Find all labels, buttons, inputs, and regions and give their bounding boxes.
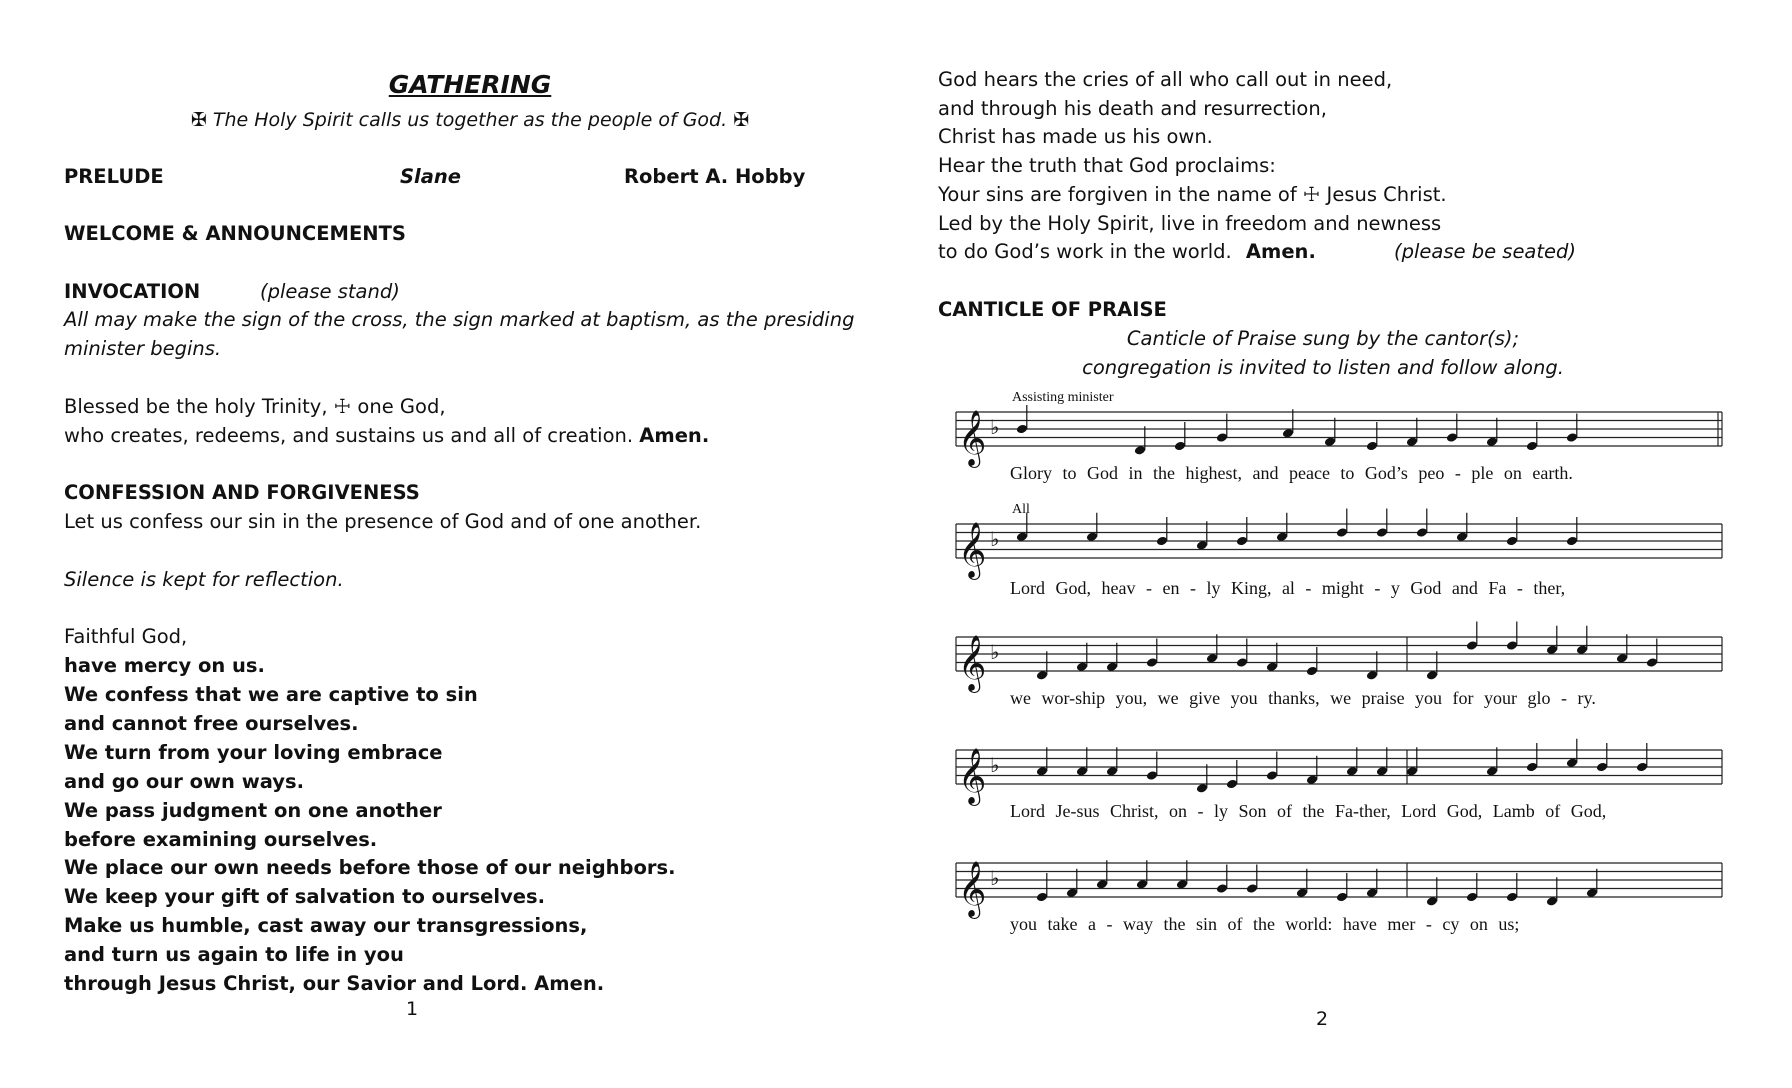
note-icon — [1576, 626, 1588, 655]
canticle-note-2: congregation is invited to listen and follow along. — [1082, 356, 1564, 379]
note-icon — [1134, 426, 1146, 455]
absolution-closing — [938, 240, 1316, 264]
flat-icon: ♭ — [990, 753, 1000, 777]
note-icon — [1426, 651, 1438, 680]
amen: Amen. — [639, 424, 710, 447]
note-icon — [1086, 513, 1098, 542]
note-icon — [1616, 634, 1628, 663]
note-icon — [1566, 739, 1578, 768]
gathering-subtitle: ✠ The Holy Spirit calls us together as the people of God. ✠ — [190, 109, 750, 131]
note-icon — [1376, 509, 1388, 538]
note-icon — [1566, 517, 1578, 546]
confession-call: Let us confess our sin in the presence of God and of one another. — [64, 510, 702, 533]
flat-icon: ♭ — [990, 640, 1000, 664]
note-icon — [1526, 743, 1538, 772]
invocation-line-2 — [64, 424, 709, 448]
prelude-piece: Slane — [400, 165, 461, 188]
note-icon — [1216, 414, 1228, 443]
response-line: and cannot free ourselves. — [64, 712, 359, 735]
flat-icon: ♭ — [990, 415, 1000, 439]
stand-rubric: (please stand) — [260, 280, 400, 303]
absolution-line: Your sins are forgiven in the name of ☩ Jesus Christ. — [938, 183, 1447, 206]
note-icon — [1176, 860, 1188, 889]
note-icon — [1406, 418, 1418, 447]
note-icon — [1146, 752, 1158, 781]
note-icon — [1036, 873, 1048, 902]
response-line: before examining ourselves. — [64, 828, 378, 851]
staff — [952, 841, 1722, 917]
note-icon — [1456, 513, 1468, 542]
note-icon — [1466, 873, 1478, 902]
note-icon — [1446, 414, 1458, 443]
note-icon — [1306, 647, 1318, 676]
silence-rubric: Silence is kept for reflection. — [64, 568, 344, 591]
note-icon — [1324, 418, 1336, 447]
note-icon — [1136, 860, 1148, 889]
response-line: We place our own needs before those of our neighbors. — [64, 856, 676, 879]
note-icon — [1466, 622, 1478, 651]
invocation-text: who creates, redeems, and sustains us and all of creation. — [64, 424, 634, 447]
music-system-3 — [952, 615, 1722, 715]
absolution-line: Christ has made us his own. — [938, 125, 1213, 148]
confession-heading: CONFESSION AND FORGIVENESS — [64, 481, 420, 504]
staff — [952, 502, 1722, 578]
response-line: We confess that we are captive to sin — [64, 683, 478, 706]
note-icon — [1282, 409, 1294, 438]
note-icon — [1366, 869, 1378, 898]
invocation-instruction-cont: minister begins. — [64, 337, 222, 360]
note-icon — [1016, 513, 1028, 542]
note-icon — [1646, 639, 1658, 668]
note-icon — [1336, 509, 1348, 538]
response-line: and go our own ways. — [64, 770, 304, 793]
response-line: and turn us again to life in you — [64, 943, 404, 966]
note-icon — [1336, 873, 1348, 902]
note-icon — [1586, 869, 1598, 898]
note-icon — [1416, 509, 1428, 538]
response-line: have mercy on us. — [64, 654, 265, 677]
flat-icon: ♭ — [990, 527, 1000, 551]
note-icon — [1076, 643, 1088, 672]
note-icon — [1366, 422, 1378, 451]
amen: Amen. — [1245, 240, 1316, 263]
note-icon — [1506, 622, 1518, 651]
staff — [952, 615, 1722, 691]
note-icon — [1346, 747, 1358, 776]
note-icon — [1366, 651, 1378, 680]
response-line: through Jesus Christ, our Savior and Lord. Amen. — [64, 972, 605, 995]
invocation-line: Blessed be the holy Trinity, ☩ one God, — [64, 395, 446, 418]
note-icon — [1596, 743, 1608, 772]
lyric-line: Lord God, heav - en - ly King, al - might - y God and Fa - ther, — [1010, 578, 1566, 598]
note-icon — [1266, 643, 1278, 672]
all-label: All — [1012, 502, 1030, 517]
absolution-line: God hears the cries of all who call out in need, — [938, 68, 1393, 91]
section-title-gathering: GATHERING — [388, 70, 552, 99]
page-number-left: 1 — [406, 998, 419, 1020]
note-icon — [1506, 517, 1518, 546]
note-icon — [1196, 521, 1208, 550]
note-icon — [1266, 752, 1278, 781]
note-icon — [1376, 747, 1388, 776]
music-system-5 — [952, 841, 1722, 941]
absolution-line: and through his death and resurrection, — [938, 97, 1327, 120]
music-system-1 — [952, 390, 1722, 490]
invocation-label: INVOCATION — [64, 280, 201, 303]
note-icon — [1546, 626, 1558, 655]
note-icon — [1306, 756, 1318, 785]
note-icon — [1196, 764, 1208, 793]
page-number-right: 2 — [1316, 1008, 1329, 1030]
note-icon — [1296, 869, 1308, 898]
note-icon — [1066, 869, 1078, 898]
note-icon — [1406, 747, 1418, 776]
treble-clef-icon: 𝄞 — [958, 635, 987, 691]
treble-clef-icon: 𝄞 — [958, 522, 987, 578]
response-line: We pass judgment on one another — [64, 799, 442, 822]
note-icon — [1036, 747, 1048, 776]
note-icon — [1174, 422, 1186, 451]
welcome-heading: WELCOME & ANNOUNCEMENTS — [64, 222, 406, 245]
music-system-2 — [952, 502, 1722, 602]
note-icon — [1156, 517, 1168, 546]
note-icon — [1236, 639, 1248, 668]
staff — [952, 390, 1722, 466]
lyric-line: Glory to God in the highest, and peace to God’s peo - ple on earth. — [1010, 463, 1573, 483]
music-system-4 — [952, 728, 1722, 828]
note-icon — [1526, 422, 1538, 451]
absolution-line: Hear the truth that God proclaims: — [938, 154, 1276, 177]
note-icon — [1246, 865, 1258, 894]
note-icon — [1076, 747, 1088, 776]
seated-rubric: (please be seated) — [1394, 240, 1577, 263]
note-icon — [1216, 865, 1228, 894]
note-icon — [1546, 877, 1558, 906]
absolution-text: to do God’s work in the world. — [938, 240, 1232, 263]
note-icon — [1426, 877, 1438, 906]
absolution-line: Led by the Holy Spirit, live in freedom and newness — [938, 212, 1442, 235]
treble-clef-icon: 𝄞 — [958, 861, 987, 917]
note-icon — [1486, 747, 1498, 776]
canticle-note: Canticle of Praise sung by the cantor(s); — [1126, 327, 1520, 350]
confession-leader: Faithful God, — [64, 625, 188, 648]
flat-icon: ♭ — [990, 866, 1000, 890]
response-line: Make us humble, cast away our transgressions, — [64, 914, 588, 937]
response-line: We keep your gift of salvation to ourselves. — [64, 885, 546, 908]
treble-clef-icon: 𝄞 — [958, 748, 987, 804]
prelude-label: PRELUDE — [64, 165, 164, 188]
invocation-instruction: All may make the sign of the cross, the sign marked at baptism, as the presiding — [64, 308, 855, 331]
note-icon — [1016, 405, 1028, 434]
prelude-composer: Robert A. Hobby — [624, 165, 806, 188]
note-icon — [1486, 418, 1498, 447]
note-icon — [1106, 643, 1118, 672]
note-icon — [1636, 743, 1648, 772]
lyric-line: we wor-ship you, we give you thanks, we praise you for your glo - ry. — [1010, 688, 1596, 708]
staff — [952, 728, 1722, 804]
response-line: We turn from your loving embrace — [64, 741, 443, 764]
note-icon — [1236, 517, 1248, 546]
assisting-minister-label: Assisting minister — [1012, 390, 1114, 405]
note-icon — [1146, 639, 1158, 668]
lyric-line: Lord Je-sus Christ, on - ly Son of the Fa-ther, Lord God, Lamb of God, — [1010, 801, 1607, 821]
note-icon — [1276, 513, 1288, 542]
note-icon — [1566, 414, 1578, 443]
note-icon — [1506, 873, 1518, 902]
note-icon — [1226, 760, 1238, 789]
note-icon — [1106, 747, 1118, 776]
canticle-heading: CANTICLE OF PRAISE — [938, 298, 1167, 321]
treble-clef-icon: 𝄞 — [958, 410, 987, 466]
note-icon — [1206, 634, 1218, 663]
lyric-line: you take a - way the sin of the world: have mer - cy on us; — [1010, 914, 1520, 934]
note-icon — [1096, 860, 1108, 889]
note-icon — [1036, 651, 1048, 680]
